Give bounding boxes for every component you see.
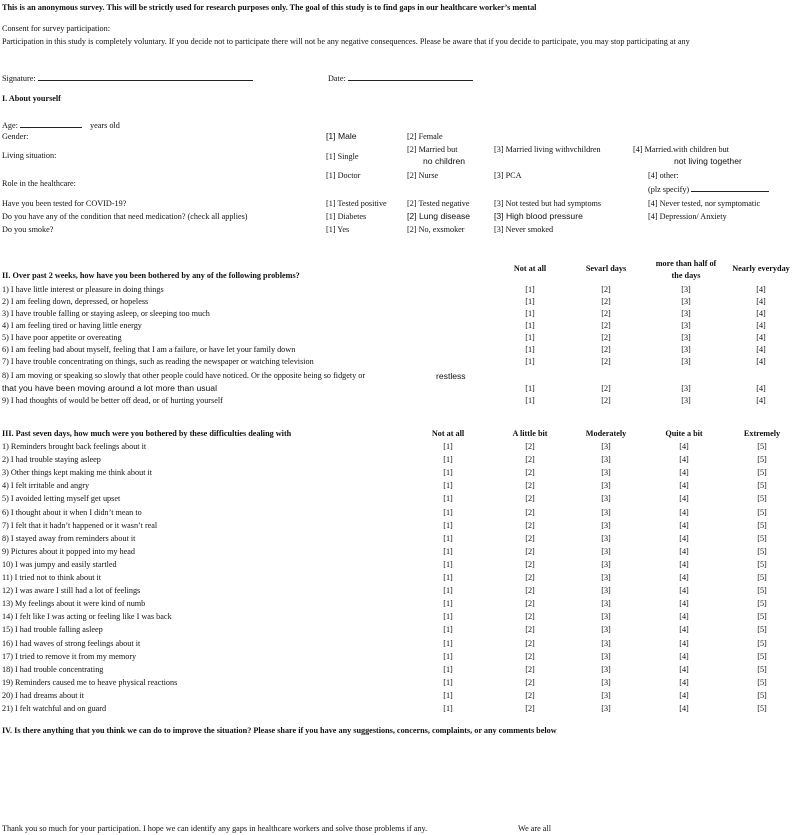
s2-option[interactable]: [3] [681,345,691,354]
s3-option[interactable]: [4] [679,664,689,674]
age-unit: years old [90,121,120,130]
s3-option[interactable]: [2] [525,664,535,674]
s2-option[interactable]: [3] [681,309,691,318]
s3-option[interactable]: [4] [679,625,689,635]
s3-option[interactable]: [3] [601,638,611,648]
covid-label: Have you been tested for COVID-19? [2,199,127,208]
s3-option[interactable]: [2] [525,442,535,451]
role-option-3[interactable]: [3] PCA [494,171,522,180]
s2-option[interactable]: [2] [601,396,611,405]
s3-option[interactable]: [1] [443,520,453,530]
s2-option[interactable]: [1] [525,285,535,294]
s3-item-text: 14) I felt like I was acting or feeling like I was back [2,612,172,622]
s2-col-the-days: the days [671,271,701,280]
s2-option[interactable]: [1] [525,321,535,330]
smoke-label: Do you smoke? [2,225,54,234]
footer-trail: We are all [518,824,551,833]
s3-option[interactable]: [1] [443,573,453,582]
s3-option[interactable]: [3] [601,704,611,713]
s3-option[interactable]: [5] [757,690,767,700]
gender-label: Gender: [2,132,29,141]
s2-option[interactable]: [4] [756,357,766,366]
s3-option[interactable]: [2] [525,586,535,596]
s3-option[interactable]: [1] [443,481,453,491]
s2-option[interactable]: [4] [756,345,766,354]
s3-option[interactable]: [5] [757,704,767,713]
role-option-4-specify: (plz specify) [648,184,769,194]
s3-option[interactable]: [1] [443,586,453,596]
s3-option[interactable]: [1] [443,507,453,517]
s3-option[interactable]: [5] [757,442,767,451]
footer-thanks: Thank you so much for your participation. I hope we can identify any gaps in healthcare workers and solve those problems if any. [2,824,428,833]
s3-option[interactable]: [3] [601,625,611,635]
s3-option[interactable]: [2] [525,481,535,491]
s3-option[interactable]: [5] [757,481,767,491]
gender-option-1[interactable]: [1] Male [326,131,357,141]
s3-option[interactable]: [1] [443,664,453,674]
living-label: Living situation: [2,151,57,160]
condition-option-4[interactable]: [4] Depression/ Anxiety [648,212,727,221]
s2-option[interactable]: [4] [756,321,766,330]
s3-item-text: 6) I thought about it when I didn’t mean to [2,507,142,517]
s3-option[interactable]: [3] [601,494,611,504]
s3-item-text: 11) I tried not to think about it [2,573,102,582]
s3-option[interactable]: [4] [679,586,689,596]
s3-item-text: 21) I felt watchful and on guard [2,704,107,713]
s3-option[interactable]: [2] [525,455,535,465]
s3-option[interactable]: [5] [757,507,767,517]
consent-title: Consent for survey participation: [2,24,111,33]
s3-option[interactable]: [2] [525,468,535,478]
s2-item-text: 4) I am feeling tired or having little energy [2,321,142,330]
condition-option-2[interactable]: [2] Lung disease [407,211,471,221]
s3-option[interactable]: [1] [443,442,453,451]
s3-option[interactable]: [4] [679,612,689,622]
s3-option[interactable]: [2] [525,638,535,648]
role-specify-line[interactable] [691,184,769,192]
s2-item-text: 3) I have trouble falling or staying asleep, or sleeping too much [2,309,210,318]
s3-option[interactable]: [5] [757,573,767,582]
s3-option[interactable]: [1] [443,559,453,569]
s3-option[interactable]: [4] [679,690,689,700]
s2-option[interactable]: [2] [601,297,611,306]
s3-option[interactable]: [1] [443,690,453,700]
s3-option[interactable]: [1] [443,455,453,465]
s2-option[interactable]: [1] [525,309,535,318]
s2-item-text: 9) I had thoughts of would be better off dead, or of hurting yourself [2,396,223,405]
s3-col-not-at-all: Not at all [431,429,465,438]
living-option-1[interactable]: [1] Single [326,152,359,161]
s2-option[interactable]: [3] [681,357,691,366]
s3-col-quite-a-bit: Quite a bit [665,429,703,438]
s3-option[interactable]: [4] [679,494,689,504]
s3-col-a-little-bit: A little bit [512,429,548,438]
s2-option[interactable]: [4] [756,396,766,405]
date-row [328,73,473,83]
s3-option[interactable]: [4] [679,533,689,543]
s3-item-text: 13) My feelings about it were kind of numb [2,599,146,609]
s3-option[interactable]: [3] [601,559,611,569]
s2-option[interactable]: [1] [525,333,535,342]
s3-option[interactable]: [2] [525,494,535,504]
s3-option[interactable]: [1] [443,533,453,543]
s3-option[interactable]: [4] [679,468,689,478]
s3-option[interactable]: [5] [757,494,767,504]
s3-option[interactable]: [5] [757,599,767,609]
signature-row [2,73,253,83]
signature-line[interactable] [38,73,253,81]
s2-option[interactable]: [3] [681,396,691,405]
survey-heading: This is an anonymous survey. This will be strictly used for research purposes only. The goal of this study is to find gaps in our healthcare worker’s mental [2,3,537,12]
age-line[interactable] [20,120,82,128]
s3-item-text: 16) I had waves of strong feelings about it [2,638,141,648]
s3-option[interactable]: [5] [757,664,767,674]
s2-option[interactable]: [1] [525,396,535,405]
s2-option[interactable]: [4] [756,297,766,306]
role-option-2[interactable]: [2] Nurse [407,171,439,180]
section4-title: IV. Is there anything that you think we can do to improve the situation? Please share if you have any suggestions, concerns, complaints, or any comments below [2,726,557,735]
living-option-4-cont: not living together [674,156,742,166]
s2-item-text: 8) I am moving or speaking so slowly that other people could have noticed. Or the opposite being so fidgety or [2,371,366,380]
s3-option[interactable]: [2] [525,651,535,661]
s2-option[interactable]: [2] [601,309,611,318]
s3-option[interactable]: [1] [443,599,453,609]
s2-option[interactable]: [4] [756,309,766,318]
s3-item-text: 3) Other things kept making me think about it [2,468,153,478]
s3-option[interactable]: [1] [443,468,453,478]
s2-option[interactable]: [1] [525,345,535,354]
s3-option[interactable]: [4] [679,638,689,648]
s3-option[interactable]: [1] [443,651,453,661]
s3-option[interactable]: [5] [757,612,767,622]
s2-option[interactable]: [1] [525,384,535,393]
s2-item-text: 7) I have trouble concentrating on things, such as reading the newspaper or watching television [2,357,314,366]
covid-option-1[interactable]: [1] Tested positive [326,199,387,208]
s3-option[interactable]: [5] [757,520,767,530]
s3-option[interactable]: [3] [601,677,611,687]
gender-option-2[interactable]: [2] Female [407,132,443,141]
s3-item-text: 5) I avoided letting myself get upset [2,494,121,504]
s3-option[interactable]: [5] [757,455,767,465]
s2-option[interactable]: [2] [601,345,611,354]
s3-option[interactable]: [1] [443,625,453,635]
s2-option[interactable]: [2] [601,384,611,393]
s3-item-text: 17) I tried to remove it from my memory [2,651,137,661]
s3-option[interactable]: [4] [679,507,689,517]
s3-item-text: 9) Pictures about it popped into my head [2,546,136,556]
s3-item-text: 20) I had dreams about it [2,690,85,700]
role-label: Role in the healthcare: [2,179,76,188]
age-label: Age: [2,121,18,130]
section2-title: II. Over past 2 weeks, how have you been bothered by any of the following problems? [2,271,300,280]
s3-option[interactable]: [2] [525,559,535,569]
living-option-2-cont: no children [423,156,466,166]
living-option-4[interactable]: [4] Married.with children but [633,145,729,154]
s3-option[interactable]: [3] [601,442,611,451]
s2-item8-extra: restless [436,371,466,381]
s3-option[interactable]: [2] [525,599,535,609]
s2-option[interactable]: [4] [756,384,766,393]
condition-option-1[interactable]: [1] Diabetes [326,212,367,221]
covid-option-3[interactable]: [3] Not tested but had symptoms [494,199,602,208]
s3-item-text: 1) Reminders brought back feelings about it [2,442,147,451]
covid-option-2[interactable]: [2] Tested negative [407,199,470,208]
consent-text: Participation in this study is completely voluntary. If you decide not to participate there will not be any negative consequences. Please be aware that if you decide to participate, you may stop participating at any [2,37,690,46]
s3-item-text: 10) I was jumpy and easily startled [2,559,117,569]
section3-title: III. Past seven days, how much were you bothered by these difficulties dealing with [2,429,292,438]
s3-option[interactable]: [4] [679,520,689,530]
s3-option[interactable]: [1] [443,612,453,622]
s3-option[interactable]: [3] [601,599,611,609]
s3-option[interactable]: [4] [679,704,689,713]
role-option-1[interactable]: [1] Doctor [326,171,361,180]
s3-option[interactable]: [4] [679,677,689,687]
s3-option[interactable]: [3] [601,520,611,530]
s3-col-extremely: Extremely [743,429,781,438]
signature-label: Signature: [2,74,36,83]
s2-item-text: 2) I am feeling down, depressed, or hopeless [2,297,149,306]
s2-item-text: 5) I have poor appetite or overeating [2,333,122,342]
s3-option[interactable]: [4] [679,546,689,556]
s3-option[interactable]: [5] [757,638,767,648]
s3-option[interactable]: [3] [601,664,611,674]
s3-option[interactable]: [2] [525,625,535,635]
s3-option[interactable]: [2] [525,520,535,530]
s3-option[interactable]: [5] [757,533,767,543]
s3-option[interactable]: [2] [525,704,535,713]
s3-option[interactable]: [1] [443,494,453,504]
s3-option[interactable]: [3] [601,468,611,478]
s2-option[interactable]: [4] [756,285,766,294]
s3-item-text: 19) Reminders caused me to heave physical reactions [2,677,178,687]
s2-item-text: 1) I have little interest or pleasure in doing things [2,285,164,294]
condition-option-3[interactable]: [3] High blood pressure [494,211,583,221]
comments-area[interactable] [30,748,790,808]
s3-option[interactable]: [3] [601,455,611,465]
s3-option[interactable]: [2] [525,612,535,622]
date-label: Date: [328,74,346,83]
s3-option[interactable]: [2] [525,546,535,556]
s3-option[interactable]: [3] [601,586,611,596]
s2-item8-cont: that you have been moving around a lot more than usual [2,383,217,393]
section1-title: I. About yourself [2,94,61,103]
s3-item-text: 12) I was aware I still had a lot of feelings [2,586,141,596]
s3-option[interactable]: [3] [601,690,611,700]
s3-option[interactable]: [3] [601,533,611,543]
s3-option[interactable]: [4] [679,455,689,465]
s2-option[interactable]: [3] [681,297,691,306]
s2-option[interactable]: [3] [681,333,691,342]
s3-item-text: 4) I felt irritable and angry [2,481,90,491]
s3-item-text: 2) I had trouble staying asleep [2,455,101,465]
living-option-3[interactable]: [3] Married living withvchildren [494,145,601,154]
smoke-option-2[interactable]: [2] No, exsmoker [407,225,465,234]
s3-option[interactable]: [5] [757,677,767,687]
s3-option[interactable]: [4] [679,651,689,661]
s2-option[interactable]: [2] [601,357,611,366]
s2-option[interactable]: [2] [601,333,611,342]
s3-option[interactable]: [3] [601,481,611,491]
s3-option[interactable]: [5] [757,586,767,596]
s2-col-several-days: Sevarl days [585,264,627,273]
s3-option[interactable]: [3] [601,612,611,622]
s2-option[interactable]: [3] [681,321,691,330]
s3-item-text: 8) I stayed away from reminders about it [2,533,136,543]
s3-option[interactable]: [2] [525,690,535,700]
s2-option[interactable]: [2] [601,285,611,294]
s2-item-text: 6) I am feeling bad about myself, feeling that I am a failure, or have let your family down [2,345,296,354]
s3-option[interactable]: [4] [679,599,689,609]
s3-option[interactable]: [3] [601,546,611,556]
s3-col-moderately: Moderately [585,429,627,438]
s3-option[interactable]: [4] [679,442,689,451]
s2-col-nearly-everyday: Nearly everyday [732,264,790,273]
s2-option[interactable]: [1] [525,297,535,306]
s2-col-not-at-all: Not at all [513,264,547,273]
s2-option[interactable]: [1] [525,357,535,366]
s3-option[interactable]: [5] [757,625,767,635]
s3-option[interactable]: [4] [679,573,689,582]
s3-item-text: 18) I had trouble concentrating [2,664,104,674]
s2-option[interactable]: [2] [601,321,611,330]
s3-option[interactable]: [1] [443,704,453,713]
s2-col-more-than-half: more than half of [655,259,717,268]
s2-option[interactable]: [3] [681,285,691,294]
s3-option[interactable]: [2] [525,677,535,687]
s3-option[interactable]: [2] [525,507,535,517]
s3-option[interactable]: [5] [757,651,767,661]
s3-item-text: 15) I had trouble falling asleep [2,625,103,635]
s2-option[interactable]: [4] [756,333,766,342]
s3-option[interactable]: [4] [679,559,689,569]
s3-option[interactable]: [1] [443,546,453,556]
s3-option[interactable]: [2] [525,533,535,543]
covid-option-4[interactable]: [4] Never tested, nor symptomatic [648,199,761,208]
s3-option[interactable]: [5] [757,468,767,478]
date-line[interactable] [348,73,473,81]
s3-option[interactable]: [5] [757,559,767,569]
s3-option[interactable]: [3] [601,507,611,517]
smoke-option-3[interactable]: [3] Never smoked [494,225,554,234]
living-option-2[interactable]: [2] Married but [407,145,458,154]
s3-option[interactable]: [3] [601,651,611,661]
s3-option[interactable]: [1] [443,677,453,687]
s2-option[interactable]: [3] [681,384,691,393]
s3-option[interactable]: [2] [525,573,535,582]
s3-option[interactable]: [1] [443,638,453,648]
role-option-4[interactable]: [4] other: [648,171,679,180]
age-row [2,120,120,130]
condition-label: Do you have any of the condition that need medication? (check all applies) [2,212,248,221]
s3-option[interactable]: [3] [601,573,611,582]
s3-option[interactable]: [5] [757,546,767,556]
s3-option[interactable]: [4] [679,481,689,491]
s3-item-text: 7) I felt that it hadn’t happened or it wasn’t real [2,520,158,530]
smoke-option-1[interactable]: [1] Yes [326,225,350,234]
